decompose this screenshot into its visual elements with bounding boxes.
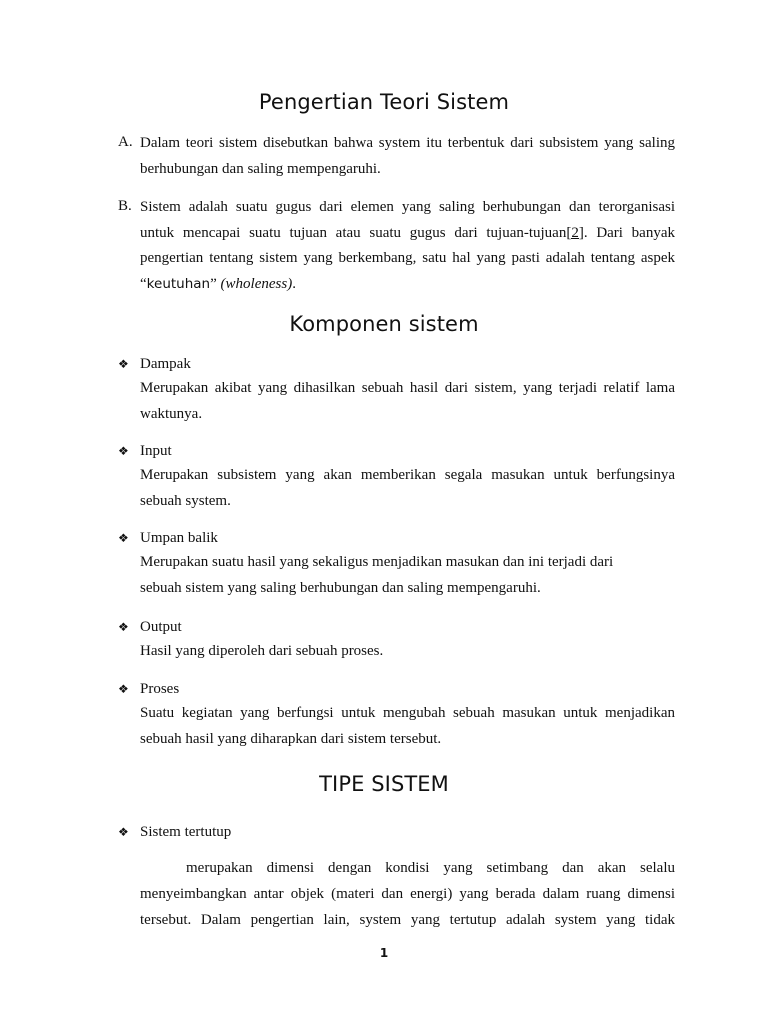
- komponen-desc-line: Merupakan suatu hasil yang sekaligus menjadikan masukan dan ini terjadi dari: [140, 554, 614, 570]
- komponen-desc-proses: [140, 701, 675, 752]
- paragraph-b-text: . Dari banyak: [583, 224, 676, 241]
- four-point-diamond-icon: ❖: [118, 825, 129, 839]
- heading-tipe-sistem: TIPE SISTEM: [319, 772, 449, 796]
- komponen-desc-dampak: [140, 376, 675, 427]
- heading-pengertian: Pengertian Teori Sistem: [258, 90, 510, 114]
- tipe-desc-line: merupakan dimensi dengan kondisi yang setimbang dan akan selalu: [186, 860, 675, 876]
- four-point-diamond-icon: ❖: [118, 444, 129, 458]
- list-marker-b: B.: [118, 198, 132, 214]
- komponen-title-output: Output: [140, 619, 182, 635]
- tipe-desc-first-line: [186, 856, 675, 882]
- komponen-desc-line: waktunya.: [140, 405, 203, 422]
- komponen-desc-line: sebuah system.: [140, 492, 231, 509]
- list-marker-a: A.: [118, 134, 133, 150]
- komponen-title-umpan-balik: Umpan balik: [140, 530, 218, 546]
- tipe-desc-rest: [140, 882, 675, 933]
- paragraph-a-line: berhubungan dan saling mempengaruhi.: [140, 160, 381, 177]
- quote-open: “: [140, 275, 147, 292]
- komponen-title-dampak: Dampak: [140, 356, 191, 372]
- paragraph-b: [140, 195, 675, 297]
- term-keutuhan: keutuhan: [146, 275, 211, 292]
- page-number: 1: [379, 946, 389, 960]
- four-point-diamond-icon: ❖: [118, 620, 129, 634]
- paragraph-a: [140, 131, 675, 182]
- paragraph-b-text: untuk mencapai suatu tujuan atau suatu gugus dari tujuan-tujuan: [140, 224, 567, 241]
- komponen-title-proses: Proses: [140, 681, 180, 697]
- term-wholeness: (wholeness): [220, 275, 293, 292]
- komponen-title-input: Input: [140, 443, 172, 459]
- komponen-desc-line: Merupakan akibat yang dihasilkan sebuah hasil dari sistem, yang terjadi relatif lama: [140, 380, 675, 396]
- quote-close: ”: [210, 275, 221, 292]
- tipe-desc-line: menyeimbangkan antar objek (materi dan energi) yang berada dalam ruang dimensi: [140, 886, 675, 902]
- komponen-desc-line: sebuah sistem yang saling berhubungan dan saling mempengaruhi.: [140, 579, 541, 596]
- four-point-diamond-icon: ❖: [118, 357, 129, 371]
- paragraph-b-line: Sistem adalah suatu gugus dari elemen yang saling berhubungan dan terorganisasi: [140, 199, 675, 215]
- komponen-desc-line: Suatu kegiatan yang berfungsi untuk mengubah sebuah masukan untuk menjadikan: [140, 705, 675, 721]
- komponen-desc-input: [140, 463, 675, 514]
- paragraph-b-line: [140, 272, 675, 298]
- tipe-title-sistem-tertutup: Sistem tertutup: [140, 824, 232, 840]
- komponen-desc-output: [140, 639, 675, 665]
- paragraph-a-line: Dalam teori sistem disebutkan bahwa system itu terbentuk dari subsistem yang saling: [140, 135, 675, 151]
- reference-link-2[interactable]: [2]: [566, 224, 584, 241]
- komponen-desc-line: Hasil yang diperoleh dari sebuah proses.: [140, 643, 384, 659]
- four-point-diamond-icon: ❖: [118, 682, 129, 696]
- komponen-desc-line: Merupakan subsistem yang akan memberikan segala masukan untuk berfungsinya: [140, 467, 675, 483]
- komponen-desc-umpan-balik: [140, 550, 675, 601]
- four-point-diamond-icon: ❖: [118, 531, 129, 545]
- paragraph-b-line: pengertian tentang sistem yang berkembang, satu hal yang pasti adalah tentang aspek: [140, 250, 675, 266]
- heading-komponen: Komponen sistem: [289, 312, 479, 336]
- period: .: [292, 275, 296, 292]
- paragraph-b-line: [140, 221, 675, 247]
- tipe-desc-line: tersebut. Dalam pengertian lain, system yang tertutup adalah system yang tidak: [140, 911, 675, 928]
- komponen-desc-line: sebuah hasil yang diharapkan dari sistem tersebut.: [140, 730, 442, 747]
